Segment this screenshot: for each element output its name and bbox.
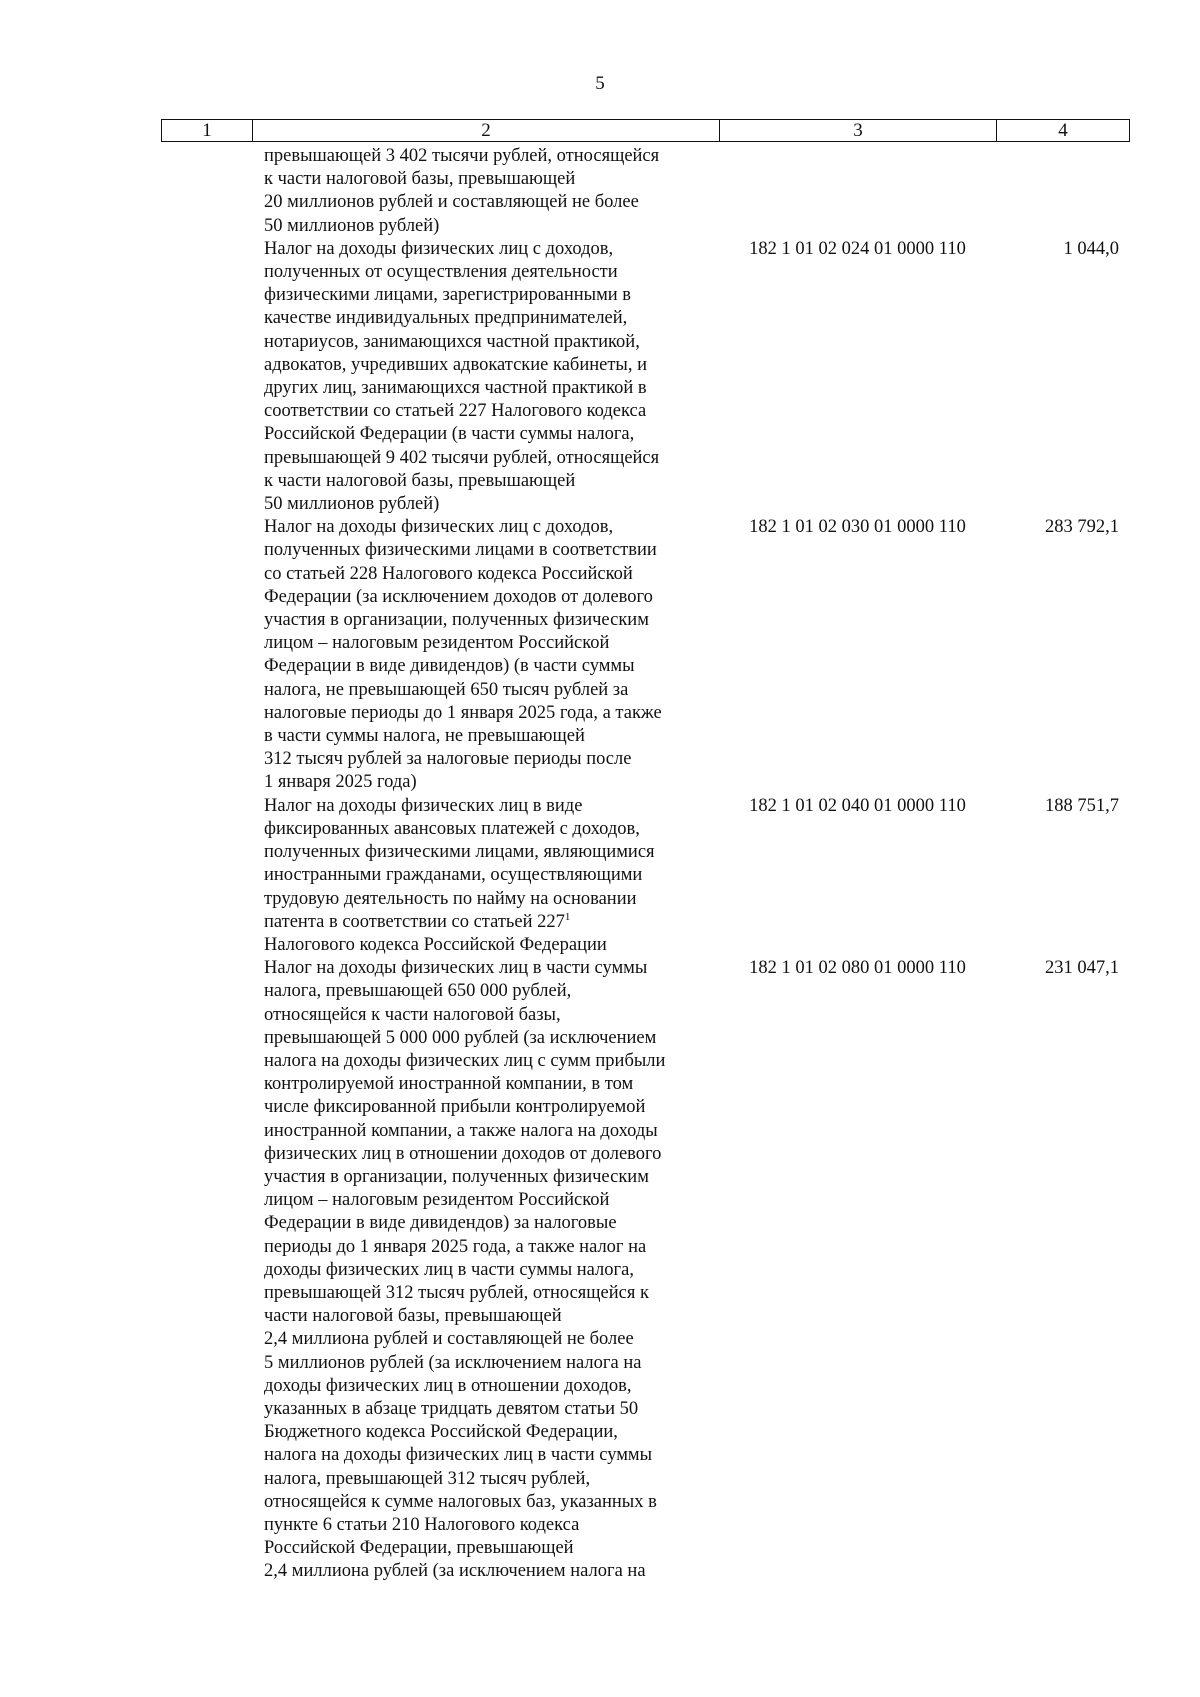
amount: 188 751,7 (1045, 795, 1119, 816)
row-description (161, 238, 719, 516)
page-number: 5 (595, 73, 605, 94)
column-number-row (162, 120, 1130, 142)
description-text-part-a: Налог на доходы физических лиц в виде фиксированных авансовых платежей с доходов, полученных физическими лицами, являющимися иностранными гражданами, осуществляющими трудовую деятельность по найму на основании патента в соответствии со статьей 227 (264, 795, 655, 932)
superscript-marker: 1 (564, 910, 571, 923)
row-description (161, 516, 719, 794)
column-header-2: 2 (253, 120, 720, 142)
budget-code: 182 1 01 02 040 01 0000 110 (749, 795, 966, 816)
budget-code: 182 1 01 02 030 01 0000 110 (749, 517, 966, 538)
table-row (161, 238, 1129, 516)
description-text: Налог на доходы физических лиц с доходов, полученных от осуществления деятельности физическими лицами, зарегистрированными в качестве индивидуальных предпринимателей, нотариусов, занимающихся частной практикой, адвокатов, учредивших адвокатские кабинеты, и других лиц, занимающихся частной практикой в соответствии со статьей 227 Налогового кодекса Российской Федерации (в части суммы налога, превышающей 9 402 тысячи рублей, относящейся к части налоговой базы, превышающей 50 миллионов рублей) (264, 238, 660, 515)
amount (996, 145, 1129, 238)
row-description (161, 795, 719, 957)
column-header-4: 4 (997, 120, 1130, 142)
row-description (161, 145, 719, 238)
table-row (161, 145, 1129, 238)
row-description (161, 957, 719, 1583)
amount: 1 044,0 (1063, 238, 1119, 259)
column-header-3: 3 (720, 120, 997, 142)
description-text (264, 795, 719, 957)
table-row (161, 957, 1129, 1583)
table-row (161, 516, 1129, 794)
budget-code: 182 1 01 02 024 01 0000 110 (749, 238, 966, 259)
budget-code: 182 1 01 02 080 01 0000 110 (749, 958, 966, 979)
budget-code (719, 145, 996, 238)
amount: 231 047,1 (1045, 958, 1119, 979)
table-row (161, 795, 1129, 957)
description-text: превышающей 3 402 тысячи рублей, относящейся к части налоговой базы, превышающей 20 миллионов рублей и составляющей не более 50 миллионов рублей) (264, 146, 660, 236)
description-text-part-b: Налогового кодекса Российской Федерации (264, 934, 607, 955)
column-header-1: 1 (162, 120, 253, 142)
column-header-table (161, 119, 1130, 142)
description-text: Налог на доходы физических лиц с доходов, полученных физическими лицами в соответствии со статьей 228 Налогового кодекса Российской Федерации (за исключением доходов от долевого участия в организации, полученных физическим лицом – налоговым резидентом Российской Федерации в виде дивидендов) (в части суммы налога, не превышающей 650 тысяч рублей за налоговые периоды до 1 января 2025 года, а также в части суммы налога, не превышающей 312 тысяч рублей за налоговые периоды после 1 января 2025 года) (264, 517, 662, 793)
table-body (161, 145, 1129, 1584)
amount: 283 792,1 (1045, 517, 1119, 538)
description-text: Налог на доходы физических лиц в части суммы налога, превышающей 650 000 рублей, относящейся к части налоговой базы, превышающей 5 000 000 рублей (за исключением налога на доходы физических лиц с сумм прибыли контролируемой иностранной компании, в том числе фиксированной прибыли контролируемой иностранной компании, а также налога на доходы физических лиц в отношении доходов от долевого участия в организации, полученных физическим лицом – налоговым резидентом Российской Федерации в виде дивидендов) за налоговые периоды до 1 января 2025 года, а также налог на доходы физических лиц в части суммы налога, превышающей 312 тысяч рублей, относящейся к части налоговой базы, превышающей 2,4 миллиона рублей и составляющей не более 5 миллионов рублей (за исключением налога на доходы физических лиц в отношении доходов, указанных в абзаце тридцать девятом статьи 50 Бюджетного кодекса Российской Федерации, налога на доходы физических лиц в части суммы налога, превышающей 312 тысяч рублей, относящейся к сумме налоговых баз, указанных в пункте 6 статьи 210 Налогового кодекса Российской Федерации, превышающей 2,4 миллиона рублей (за исключением налога на (264, 958, 666, 1582)
